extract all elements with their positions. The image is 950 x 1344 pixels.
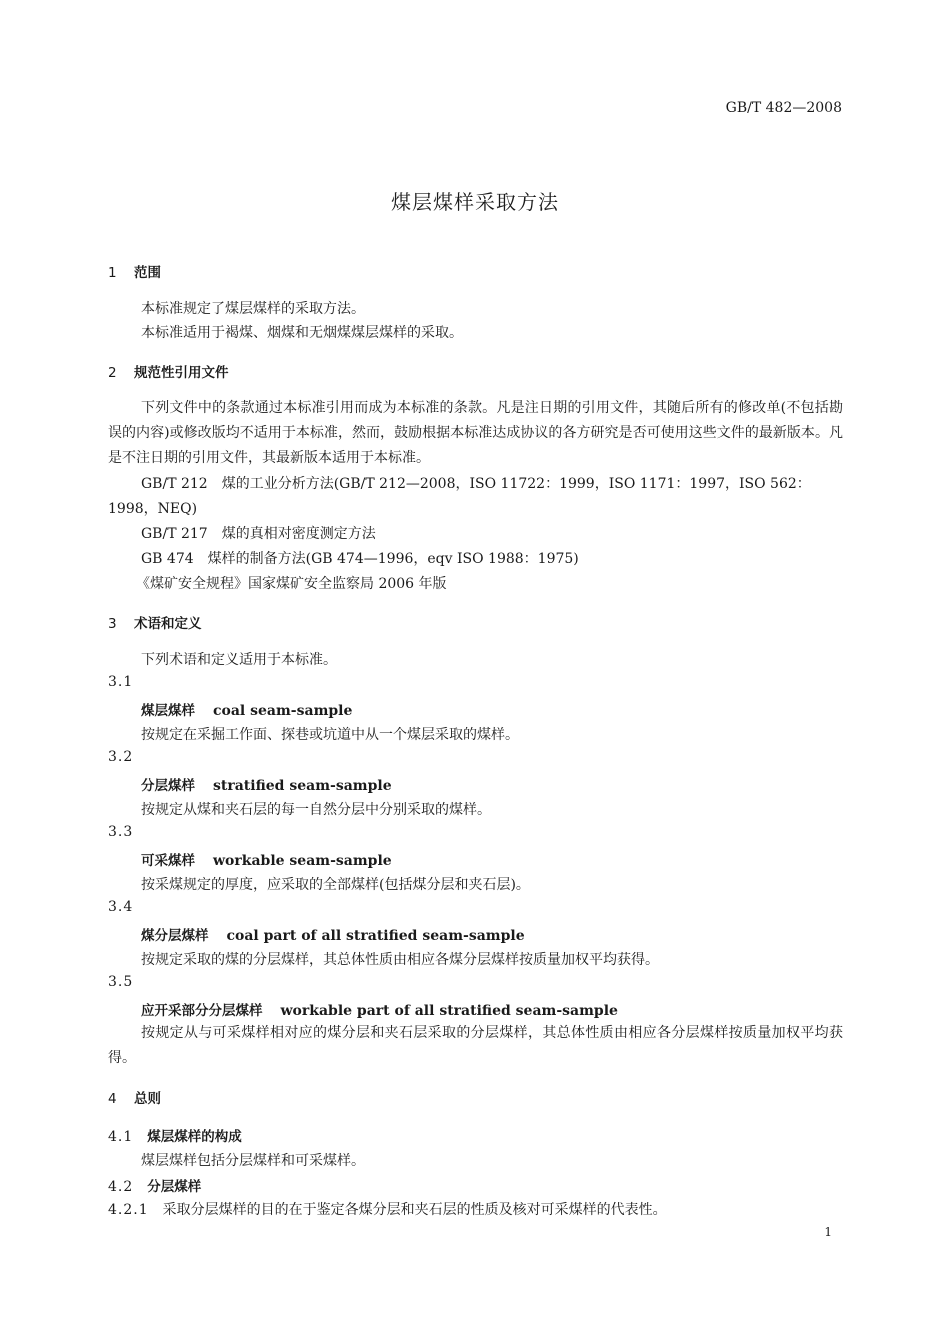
term-en: workable seam-sample: [213, 853, 392, 869]
reference-item: 《煤矿安全规程》国家煤矿安全监察局 2006 年版: [136, 576, 447, 592]
term-number: 3.5: [108, 974, 134, 990]
section-title: 术语和定义: [134, 616, 202, 632]
reference-item: GB/T 217 煤的真相对密度测定方法: [141, 526, 376, 542]
paragraph: 本标准规定了煤层煤样的采取方法。: [141, 301, 365, 317]
subsection-number: 4.2: [108, 1179, 134, 1195]
subsection-4-1-heading: [108, 1125, 242, 1145]
page-number: 1: [824, 1225, 832, 1239]
section-4-heading: [108, 1087, 161, 1107]
clause-text: 采取分层煤样的目的在于鉴定各煤分层和夹石层的性质及核对可采煤样的代表性。: [162, 1202, 667, 1218]
section-2-heading: [108, 361, 229, 381]
paragraph: 本标准适用于褐煤、烟煤和无烟煤煤层煤样的采取。: [141, 325, 463, 341]
term-definition: 按规定从与可采煤样相对应的煤分层和夹石层采取的分层煤样，其总体性质由相应各分层煤样按质量加权平均获得。: [108, 1025, 843, 1066]
reference-item: GB 474 煤样的制备方法(GB 474—1996，eqv ISO 1988：1975): [141, 551, 579, 567]
term-en: coal seam-sample: [213, 703, 353, 719]
term-heading: [141, 849, 392, 869]
subsection-4-2-heading: [108, 1175, 201, 1195]
standard-code: GB/T 482—2008: [725, 100, 842, 116]
term-zh: 煤分层煤样: [141, 928, 209, 944]
subsection-number: 4.1: [108, 1129, 134, 1145]
section-number: 2: [108, 365, 117, 381]
clause-4-2-1: [108, 1199, 667, 1219]
term-heading: [141, 774, 392, 794]
term-number: 3.2: [108, 749, 134, 765]
section-title: 规范性引用文件: [134, 365, 229, 381]
subsection-title: 煤层煤样的构成: [147, 1129, 242, 1145]
section-number: 4: [108, 1091, 117, 1107]
term-zh: 可采煤样: [141, 853, 195, 869]
term-zh: 分层煤样: [141, 778, 195, 794]
reference-item-continued: 1998，NEQ): [108, 501, 198, 517]
term-number: 3.3: [108, 824, 134, 840]
section-number: 3: [108, 616, 117, 632]
term-definition: 按规定从煤和夹石层的每一自然分层中分别采取的煤样。: [141, 802, 491, 818]
term-number: 3.4: [108, 899, 134, 915]
term-definition: 按规定采取的煤的分层煤样，其总体性质由相应各煤分层煤样按质量加权平均获得。: [141, 952, 659, 968]
term-definition: 按规定在采掘工作面、探巷或坑道中从一个煤层采取的煤样。: [141, 727, 519, 743]
section-number: 1: [108, 265, 117, 281]
term-heading: [141, 924, 525, 944]
subsection-title: 分层煤样: [147, 1179, 202, 1195]
section-title: 范围: [134, 265, 161, 281]
clause-number: 4.2.1: [108, 1202, 149, 1218]
term-en: coal part of all stratified seam-sample: [226, 928, 525, 944]
paragraph: 下列文件中的条款通过本标准引用而成为本标准的条款。凡是注日期的引用文件，其随后所有的修改单(不包括勘误的内容)或修改版均不适用于本标准，然而，鼓励根据本标准达成协议的各方研究是否可使用这些文件的最新版本。凡是不注日期的引用文件，其最新版本适用于本标准。: [108, 400, 843, 466]
term-zh: 应开采部分分层煤样: [141, 1003, 263, 1019]
term-en: workable part of all stratified seam-sample: [280, 1003, 618, 1019]
paragraph: 煤层煤样包括分层煤样和可采煤样。: [141, 1153, 365, 1169]
term-zh: 煤层煤样: [141, 703, 195, 719]
section-3-heading: [108, 612, 202, 632]
paragraph: 下列术语和定义适用于本标准。: [141, 652, 337, 668]
term-number: 3.1: [108, 674, 134, 690]
term-heading: [141, 699, 352, 719]
page-title: 煤层煤样采取方法: [391, 190, 559, 214]
term-heading: [141, 999, 618, 1019]
section-1-heading: [108, 261, 161, 281]
term-en: stratified seam-sample: [213, 778, 392, 794]
reference-item: GB/T 212 煤的工业分析方法(GB/T 212—2008，ISO 11722：1999，ISO 1171：1997，ISO 562：: [141, 476, 811, 492]
section-title: 总则: [134, 1091, 161, 1107]
term-definition: 按采煤规定的厚度，应采取的全部煤样(包括煤分层和夹石层)。: [141, 877, 530, 893]
